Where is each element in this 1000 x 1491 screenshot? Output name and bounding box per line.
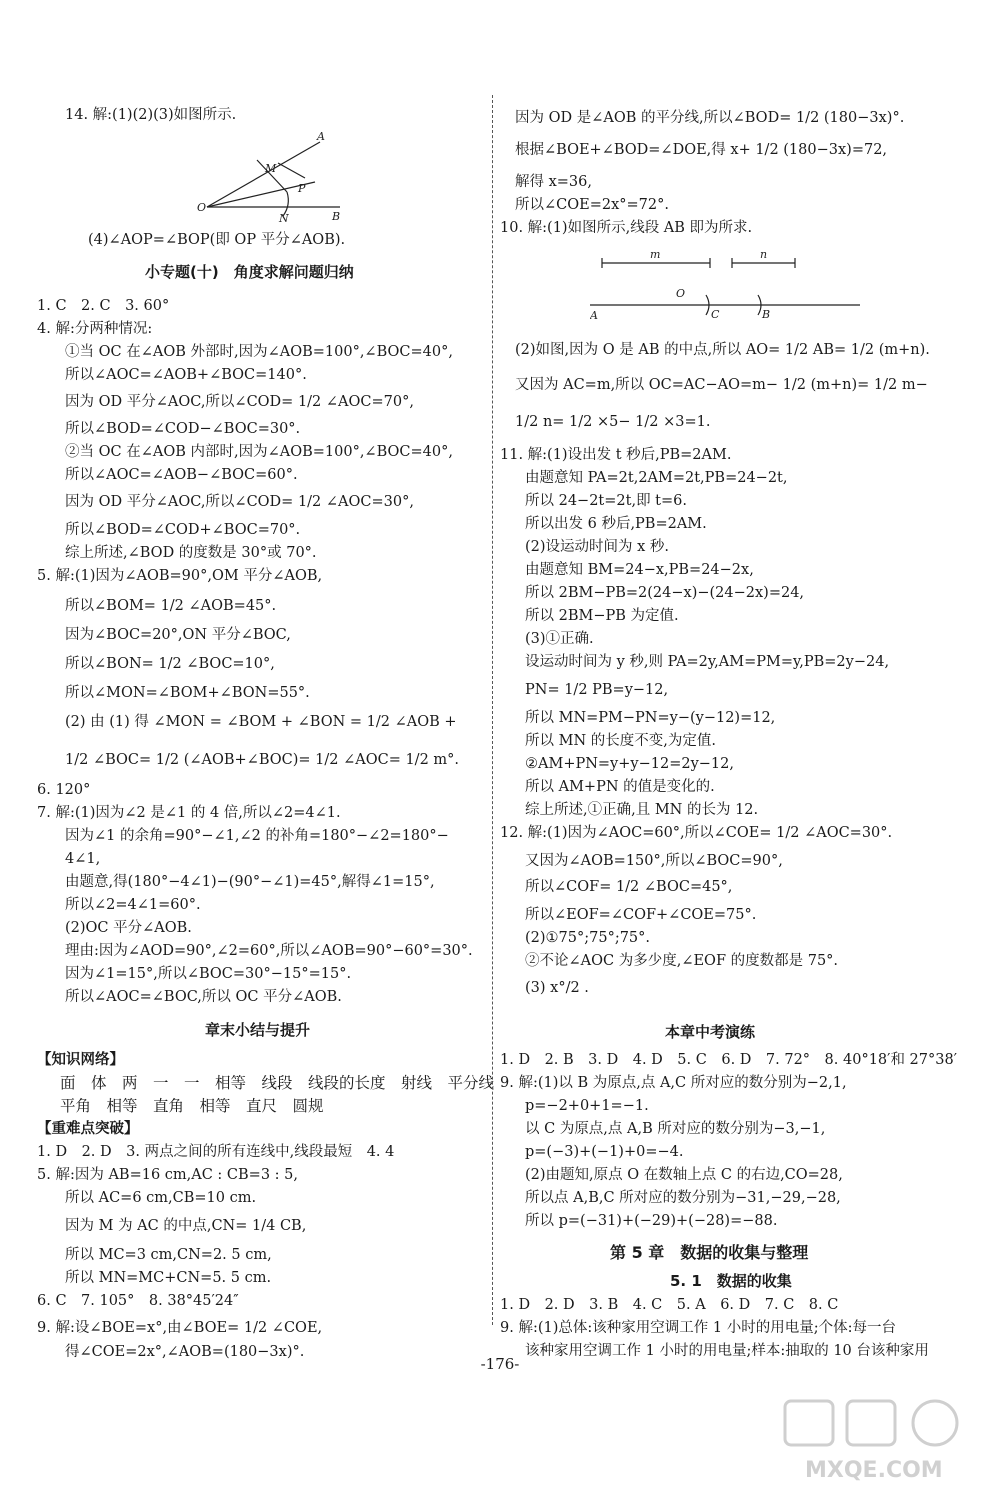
text-line: 因为∠BOC=20°,ON 平分∠BOC, <box>65 627 291 643</box>
text-line: 6. C 7. 105° 8. 38°45′24″ <box>37 1293 239 1309</box>
text-line: 1. D 2. D 3. B 4. C 5. A 6. D 7. C 8. C <box>500 1297 839 1313</box>
text-line: 所以∠EOF=∠COF+∠COE=75°. <box>525 907 757 923</box>
text-line: (4)∠AOP=∠BOP(即 OP 平分∠AOB). <box>88 232 346 248</box>
label-M: M <box>265 162 277 175</box>
text-line: 1. D 2. D 3. 两点之间的所有连线中,线段最短 4. 4 <box>37 1144 395 1160</box>
text-line: 10. 解:(1)如图所示,线段 AB 即为所求. <box>500 220 753 236</box>
subsection-label: 【重难点突破】 <box>37 1121 139 1137</box>
text-line: ②不论∠AOC 为多少度,∠EOF 的度数都是 75°. <box>525 953 839 969</box>
text-line: 14. 解:(1)(2)(3)如图所示. <box>65 107 237 123</box>
section-heading: 5. 1 数据的收集 <box>670 1272 792 1290</box>
text-line: 所以 MN=MC+CN=5. 5 cm. <box>65 1270 272 1286</box>
text-line: 所以∠AOC=∠AOB−∠BOC=60°. <box>65 467 298 483</box>
text-line: 12. 解:(1)因为∠AOC=60°,所以∠COE= 1/2 ∠AOC=30°. <box>500 825 893 841</box>
label-A: A <box>317 130 325 143</box>
label-m: m <box>650 248 661 261</box>
text-line: p=−2+0+1=−1. <box>525 1098 649 1114</box>
text-line: 所以 MC=3 cm,CN=2. 5 cm, <box>65 1247 272 1263</box>
text-line: 所以∠AOC=∠AOB+∠BOC=140°. <box>65 367 307 383</box>
text-line: 1. D 2. B 3. D 4. D 5. C 6. D 7. 72° 8. 40°18′和 27°38′ <box>500 1052 957 1068</box>
text-line: 由题意知 PA=2t,2AM=2t,PB=24−2t, <box>525 470 788 486</box>
text-line: 根据∠BOE+∠BOD=∠DOE,得 x+ 1/2 (180−3x)=72, <box>515 142 888 158</box>
text-line: ②当 OC 在∠AOB 内部时,因为∠AOB=100°,∠BOC=40°, <box>65 444 453 460</box>
text-line: 又因为 AC=m,所以 OC=AC−AO=m− 1/2 (m+n)= 1/2 m− <box>515 377 928 393</box>
figure-10 <box>590 245 870 325</box>
text-line: (2)OC 平分∠AOB. <box>65 920 192 936</box>
text-line: 因为 OD 是∠AOB 的平分线,所以∠BOD= 1/2 (180−3x)°. <box>515 110 905 126</box>
text-line: 所以∠AOC=∠BOC,所以 OC 平分∠AOB. <box>65 989 342 1005</box>
text-line: 1. C 2. C 3. 60° <box>37 298 170 314</box>
section-heading: 本章中考演练 <box>665 1023 756 1041</box>
text-line: 所以 MN 的长度不变,为定值. <box>525 733 716 749</box>
text-line: 7. 解:(1)因为∠2 是∠1 的 4 倍,所以∠2=4∠1. <box>37 805 341 821</box>
text-line: 由题意,得(180°−4∠1)−(90°−∠1)=45°,解得∠1=15°, <box>65 874 435 890</box>
text-line: 所以点 A,B,C 所对应的数分别为−31,−29,−28, <box>525 1190 841 1206</box>
text-line: 所以 p=(−31)+(−29)+(−28)=−88. <box>525 1213 778 1229</box>
label-A: A <box>590 309 598 322</box>
label-N: N <box>279 212 289 225</box>
text-line: (2)①75°;75°;75°. <box>525 930 651 946</box>
section-heading: 章末小结与提升 <box>205 1021 311 1039</box>
text-line: 1/2 ∠BOC= 1/2 (∠AOB+∠BOC)= 1/2 ∠AOC= 1/2 m°. <box>65 752 460 768</box>
text-line: 因为∠1=15°,所以∠BOC=30°−15°=15°. <box>65 966 352 982</box>
text-line: (3) x°/2 . <box>525 980 589 996</box>
text-line: 所以∠MON=∠BOM+∠BON=55°. <box>65 685 310 701</box>
text-line: 所以 2BM−PB 为定值. <box>525 608 679 624</box>
text-line: 面 体 两 一 一 相等 线段 线段的长度 射线 平分线 <box>60 1074 495 1092</box>
watermark-logo <box>775 1395 975 1485</box>
text-line: 所以∠BOD=∠COD+∠BOC=70°. <box>65 522 301 538</box>
text-line: 所以 2BM−PB=2(24−x)−(24−2x)=24, <box>525 585 805 601</box>
text-line: 5. 解:因为 AB=16 cm,AC : CB=3 : 5, <box>37 1167 298 1183</box>
text-line: ②AM+PN=y+y−12=2y−12, <box>525 756 734 772</box>
text-line: (2)由题知,原点 O 在数轴上点 C 的右边,CO=28, <box>525 1167 843 1183</box>
watermark-text: MXQE.COM <box>805 1458 943 1483</box>
figure-14 <box>195 130 365 225</box>
text-line: 又因为∠AOB=150°,所以∠BOC=90°, <box>525 853 783 869</box>
text-line: 因为 OD 平分∠AOC,所以∠COD= 1/2 ∠AOC=30°, <box>65 494 414 510</box>
label-B: B <box>762 308 771 321</box>
text-line: 得∠COE=2x°,∠AOB=(180−3x)°. <box>65 1344 305 1360</box>
text-line: 因为 OD 平分∠AOC,所以∠COD= 1/2 ∠AOC=70°, <box>65 394 414 410</box>
text-line: 所以∠2=4∠1=60°. <box>65 897 201 913</box>
chapter-heading: 第 5 章 数据的收集与整理 <box>610 1243 809 1262</box>
label-C: C <box>711 308 720 321</box>
text-line: 综上所述,①正确,且 MN 的长为 12. <box>525 802 759 818</box>
text-line: 所以 24−2t=2t,即 t=6. <box>525 493 687 509</box>
section-heading: 小专题(十) 角度求解问题归纳 <box>145 263 354 281</box>
text-line: (2)如图,因为 O 是 AB 的中点,所以 AO= 1/2 AB= 1/2 (m+n). <box>515 342 930 358</box>
text-line: 所以∠COF= 1/2 ∠BOC=45°, <box>525 879 733 895</box>
text-line: 所以∠BOD=∠COD−∠BOC=30°. <box>65 421 301 437</box>
text-line: 由题意知 BM=24−x,PB=24−2x, <box>525 562 754 578</box>
text-line: 6. 120° <box>37 782 91 798</box>
label-O: O <box>676 287 686 300</box>
text-line: 所以∠BON= 1/2 ∠BOC=10°, <box>65 656 275 672</box>
text-line: 11. 解:(1)设出发 t 秒后,PB=2AM. <box>500 447 732 463</box>
page-number: -176- <box>480 1355 520 1373</box>
text-line: 理由:因为∠AOD=90°,∠2=60°,所以∠AOB=90°−60°=30°. <box>65 943 473 959</box>
text-line: 1/2 n= 1/2 ×5− 1/2 ×3=1. <box>515 414 711 430</box>
text-line: 该种家用空调工作 1 小时的用电量;样本:抽取的 10 台该种家用 <box>525 1343 929 1359</box>
text-line: (3)①正确. <box>525 631 594 647</box>
text-line: 4∠1, <box>65 851 101 867</box>
text-line: 所以 AM+PN 的值是变化的. <box>525 779 715 795</box>
text-line: 5. 解:(1)因为∠AOB=90°,OM 平分∠AOB, <box>37 568 323 584</box>
text-line: (2)设运动时间为 x 秒. <box>525 539 670 555</box>
text-line: 因为 M 为 AC 的中点,CN= 1/4 CB, <box>65 1218 307 1234</box>
text-line: 所以∠BOM= 1/2 ∠AOB=45°. <box>65 598 277 614</box>
text-line: 综上所述,∠BOD 的度数是 30°或 70°. <box>65 545 317 561</box>
subsection-label: 【知识网络】 <box>37 1052 124 1068</box>
text-line: 解得 x=36, <box>515 174 592 190</box>
text-line: 9. 解:(1)以 B 为原点,点 A,C 所对应的数分别为−2,1, <box>500 1075 847 1091</box>
text-line: 以 C 为原点,点 A,B 所对应的数分别为−3,−1, <box>525 1121 826 1137</box>
text-line: 因为∠1 的余角=90°−∠1,∠2 的补角=180°−∠2=180°− <box>65 828 449 844</box>
label-n: n <box>760 248 768 261</box>
text-line: 设运动时间为 y 秒,则 PA=2y,AM=PM=y,PB=2y−24, <box>525 654 890 670</box>
text-line: 平角 相等 直角 相等 直尺 圆规 <box>60 1097 324 1115</box>
text-line: 9. 解:(1)总体:该种家用空调工作 1 小时的用电量;个体:每一台 <box>500 1320 896 1336</box>
label-P: P <box>298 182 306 195</box>
text-line: p=(−3)+(−1)+0=−4. <box>525 1144 684 1160</box>
text-line: (2) 由 (1) 得 ∠MON = ∠BOM + ∠BON = 1/2 ∠AOB + <box>65 714 457 730</box>
text-line: PN= 1/2 PB=y−12, <box>525 682 669 698</box>
label-B: B <box>332 210 341 223</box>
text-line: 所以出发 6 秒后,PB=2AM. <box>525 516 707 532</box>
label-O: O <box>197 201 207 214</box>
text-line: ①当 OC 在∠AOB 外部时,因为∠AOB=100°,∠BOC=40°, <box>65 344 453 360</box>
text-line: 4. 解:分两种情况: <box>37 321 153 337</box>
text-line: 所以∠COE=2x°=72°. <box>515 197 669 213</box>
text-line: 所以 AC=6 cm,CB=10 cm. <box>65 1190 257 1206</box>
column-divider <box>492 95 493 1325</box>
text-line: 9. 解:设∠BOE=x°,由∠BOE= 1/2 ∠COE, <box>37 1320 323 1336</box>
text-line: 所以 MN=PM−PN=y−(y−12)=12, <box>525 710 776 726</box>
